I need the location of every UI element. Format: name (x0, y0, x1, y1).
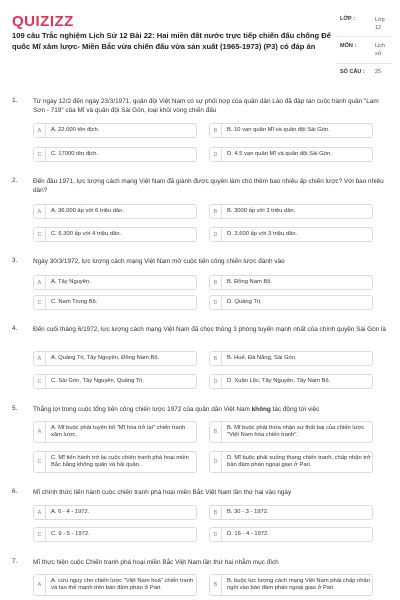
option-text: A. cứu nguy cho chiến lược "Việt Nam hoá" chiến tranh và tạo thế mạnh trên bàn đàm phán ở Pari. (51, 577, 194, 591)
option-letter: C (34, 375, 46, 388)
option-text: D. 4.5 vạn quân Mĩ và quân đội Sài Gòn. (227, 150, 332, 157)
option-text: B. 3000 ấp với 3 triệu dân. (227, 207, 296, 214)
option-text: C. 9 - 5 - 1972. (51, 530, 90, 537)
option-letter: A (34, 506, 46, 519)
option-text: A. Mĩ buộc phải tuyên bố "Mĩ hóa trở lại" chiến tranh xâm lược. (51, 424, 186, 438)
option-c[interactable] (33, 227, 197, 242)
question-text-part: Thắng lợi trong cuộc tổng tiến công chiến lược 1972 của quân dân Việt Nam (33, 406, 252, 413)
option-text: B. Mĩ buộc phải thừa nhận sự thất bại của chiến lược "Việt Nam hóa chiến tranh". (227, 424, 365, 438)
option-text: C. 6.300 ấp với 4 triệu dân. (51, 230, 122, 237)
question-number: 4. (12, 325, 18, 332)
option-b[interactable] (209, 123, 373, 138)
option-letter: D (210, 375, 222, 388)
option-text: D. Mĩ buộc phải xuống thang chiến tranh, chấp nhận trở bàn đàm phán ngoại giao ở Pari. (227, 454, 371, 468)
option-letter: D (210, 452, 222, 472)
page-header (0, 0, 400, 82)
option-text: D. Xuân Lộc, Tây Nguyên, Tây Nam Bộ. (227, 377, 331, 384)
option-b[interactable] (209, 351, 373, 366)
option-b[interactable] (209, 505, 373, 520)
question-number: 7. (12, 558, 18, 565)
lop-value: Lớp 12 (375, 17, 385, 31)
option-b[interactable] (209, 574, 373, 596)
option-letter: A (34, 276, 46, 289)
option-letter: A (34, 205, 46, 218)
option-letter: B (210, 506, 222, 519)
option-text: D. 16 - 4 - 1972. (227, 530, 269, 537)
option-text: B. Đông Nam Bộ. (227, 278, 273, 285)
question-number: 2. (12, 177, 18, 184)
option-text: A. 6 - 4 - 1972. (51, 508, 90, 515)
option-letter: A (34, 124, 46, 137)
option-text: C. Sài Gòn, Tây Nguyên, Quảng Trị. (51, 377, 145, 384)
option-d[interactable] (209, 147, 373, 162)
question-text-emphasis: không (251, 406, 271, 413)
question-number: 5. (12, 405, 18, 412)
question-text: Ngày 30/3/1972, lực lượng cách mạng Việt Nam mở cuộc tiến công chiến lược đánh vào (33, 258, 285, 265)
option-text: B. 10 vạn quân Mĩ và quân đội Sài Gòn. (227, 126, 330, 133)
socau-value: 25 (375, 69, 382, 75)
option-c[interactable] (33, 527, 197, 542)
option-c[interactable] (33, 451, 197, 473)
option-text: D. Quảng Trị. (227, 298, 262, 305)
mon-label: MÔN : (340, 43, 357, 49)
question-text: Mĩ chính thức tiến hành cuộc chiến tranh phá hoại miền Bắc Việt Nam lần thứ hai vào ngày (33, 489, 292, 496)
question-1 (12, 97, 392, 167)
meta-row-mon (337, 37, 392, 64)
question-5 (12, 405, 392, 480)
mon-value: Lịch sử (375, 43, 386, 57)
option-a[interactable] (33, 351, 197, 366)
option-b[interactable] (209, 275, 373, 290)
option-text: D. 3.600 ấp với 3 triệu dân. (227, 230, 298, 237)
option-letter: B (210, 124, 222, 137)
option-d[interactable] (209, 527, 373, 542)
option-a[interactable] (33, 275, 197, 290)
page-title: 109 câu Trắc nghiệm Lịch Sử 12 Bài 22: Hai miền đất nước trực tiếp chiến đấu chống Đế quốc Mĩ xâm lược- Miền Bắc vừa chiến đấu vừa sản xuất (1965-1973) (P3) có đáp án (12, 31, 331, 51)
question-text (33, 405, 388, 414)
option-letter: A (34, 575, 46, 595)
quizizz-logo: QUIZIZZ (12, 13, 74, 30)
option-letter: C (34, 296, 46, 309)
socau-label: SỐ CÂU : (340, 69, 365, 75)
option-text: A. 36.000 ấp với 6 triệu dân. (51, 207, 125, 214)
option-d[interactable] (209, 374, 373, 389)
option-text: A. 22.000 tên địch. (51, 126, 100, 133)
option-letter: C (34, 228, 46, 241)
option-letter: D (210, 228, 222, 241)
question-text: Từ ngày 12/2 đến ngày 23/3/1971, quân đội Việt Nam có sự phối hợp của quân dân Lào đã đập tan cuộc hành quân "Lam Sơn - 719" của Mĩ và quân đội Sài Gòn, loại khỏi vòng chiến đấu (33, 98, 379, 114)
option-text: C. 17000 tên địch. (51, 150, 99, 157)
option-d[interactable] (209, 295, 373, 310)
option-letter: D (210, 528, 222, 541)
question-4 (12, 325, 392, 397)
meta-row-lop (337, 12, 392, 37)
option-letter: A (34, 352, 46, 365)
question-2 (12, 177, 392, 247)
lop-label: LỚP : (340, 16, 355, 22)
question-text: Mĩ thực hiện cuộc Chiến tranh phá hoại miền Bắc Việt Nam lần thứ hai nhằm mục đích (33, 559, 279, 566)
option-a[interactable] (33, 505, 197, 520)
option-letter: D (210, 148, 222, 161)
question-6 (12, 488, 392, 548)
question-number: 1. (12, 97, 18, 104)
option-letter: C (34, 148, 46, 161)
question-text: Đến đầu 1971, lực lượng cách mạng Việt Nam đã giành được quyền làm chủ thêm bao nhiêu ấp chiến lược? Với bao nhiêu dân? (33, 178, 384, 194)
question-3 (12, 257, 392, 317)
option-letter: B (210, 276, 222, 289)
option-d[interactable] (209, 451, 373, 473)
option-c[interactable] (33, 295, 197, 310)
option-letter: B (210, 422, 222, 442)
meta-row-socau (337, 64, 392, 80)
option-letter: B (210, 352, 222, 365)
option-text: B. 30 - 3 - 1972. (227, 508, 269, 515)
option-a[interactable] (33, 204, 197, 219)
option-letter: D (210, 296, 222, 309)
option-d[interactable] (209, 227, 373, 242)
question-7 (12, 558, 392, 600)
option-text: C. Nam Trung Bộ. (51, 298, 98, 305)
option-text: A. Tây Nguyên. (51, 278, 91, 285)
option-letter: B (210, 575, 222, 595)
option-letter: C (34, 528, 46, 541)
option-b[interactable] (209, 421, 373, 443)
question-text-part: tác động tới việc (270, 406, 320, 413)
option-letter: C (34, 452, 46, 472)
question-text: Đến cuối tháng 6/1972, lực lượng cách mạng Việt Nam đã chọc thủng 3 phòng tuyến mạnh nhất của chính quyền Sài Gòn là (33, 326, 386, 333)
option-text: B. buộc lực lượng cách mạng Việt Nam phải chấp nhận ngồi vào bàn đàm phán ngoại giao ở Pari. (227, 577, 370, 591)
question-number: 3. (12, 257, 18, 264)
option-b[interactable] (209, 204, 373, 219)
option-text: C. Mĩ tiến hành trở lại cuộc chiến tranh phá hoại miền Bắc bằng không quân và hải quân. (51, 454, 189, 468)
option-letter: A (34, 422, 46, 442)
option-c[interactable] (33, 147, 197, 162)
meta-info-table (337, 12, 392, 80)
question-number: 6. (12, 488, 18, 495)
option-a[interactable] (33, 123, 197, 138)
option-a[interactable] (33, 574, 197, 596)
option-c[interactable] (33, 374, 197, 389)
option-a[interactable] (33, 421, 197, 443)
option-letter: B (210, 205, 222, 218)
option-text: B. Huế, Đà Nẵng, Sài Gòn. (227, 354, 297, 361)
option-text: A. Quảng Trị, Tây Nguyên, Đông Nam Bộ. (51, 354, 160, 361)
